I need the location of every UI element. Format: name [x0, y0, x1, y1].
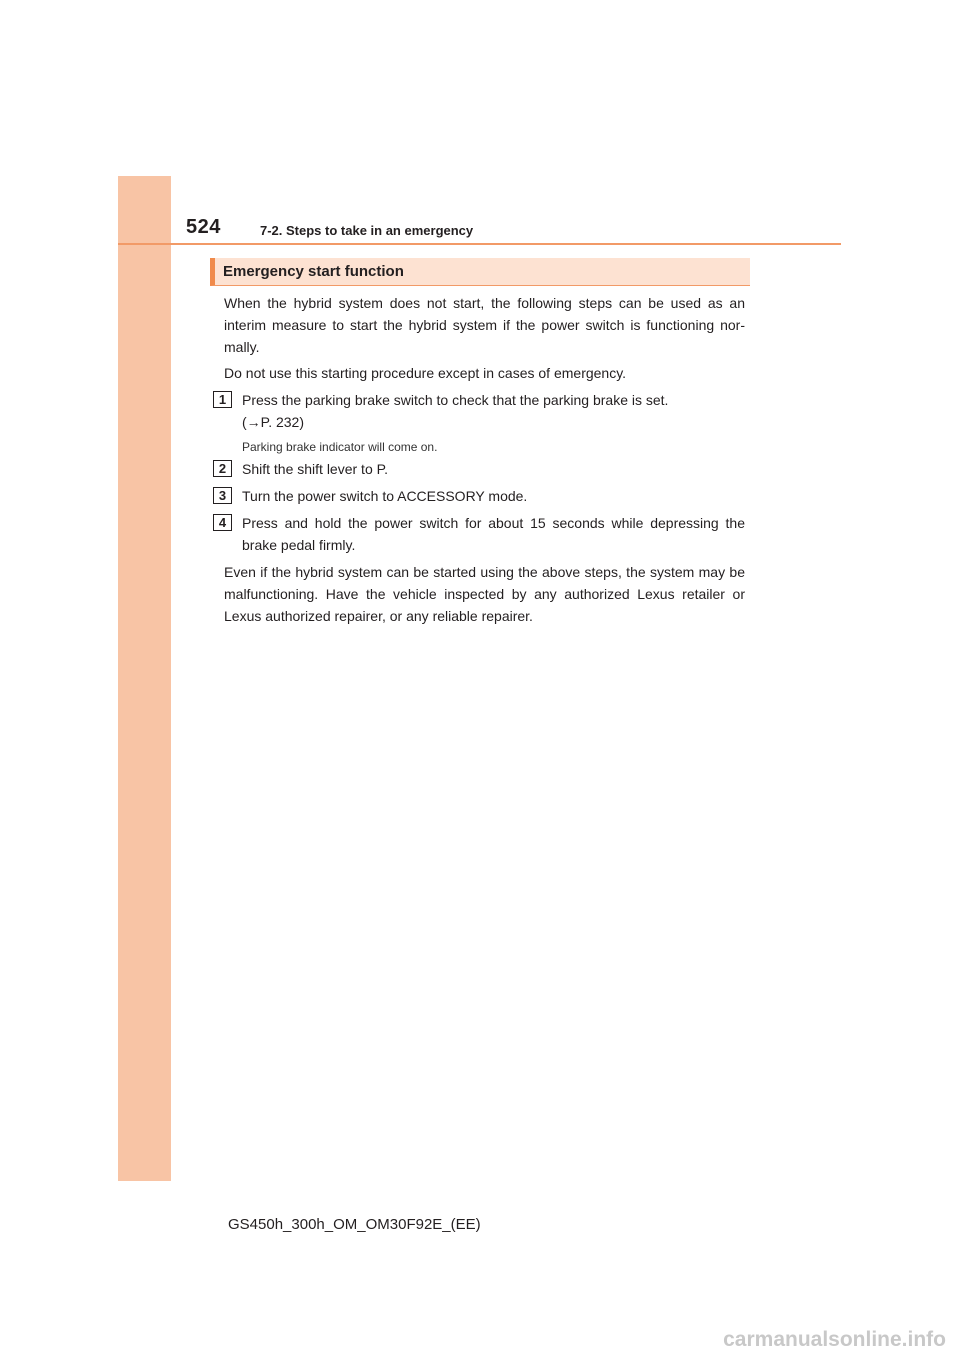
step-number-badge: 2 [213, 460, 232, 477]
warning-paragraph: Do not use this starting procedure except in cases of emergency. [224, 365, 627, 381]
chapter-sidebar [118, 176, 171, 1181]
document-code: GS450h_300h_OM_OM30F92E_(EE) [228, 1216, 481, 1233]
step-text: Press the parking brake switch to check that the parking brake is set. [242, 392, 669, 408]
step-text: Turn the power switch to ACCESSORY mode. [242, 488, 528, 504]
header-divider [118, 243, 841, 245]
step-number-badge: 1 [213, 391, 232, 408]
closing-paragraph: Even if the hybrid system can be started using the above steps, the system may be malfunctioning. Have the vehicle inspected by any authorized Lexus retailer or Lexus authorized repairer, or any reliable repairer. [224, 564, 745, 624]
step-number-badge: 3 [213, 487, 232, 504]
section-heading [210, 258, 750, 286]
step-note: Parking brake indicator will come on. [242, 440, 438, 454]
step-number-badge: 4 [213, 514, 232, 531]
watermark: carmanualsonline.info [723, 1328, 946, 1351]
page-number: 524 [186, 216, 221, 238]
step-text: Shift the shift lever to P. [242, 461, 389, 477]
step-text: Press and hold the power switch for about 15 seconds while depressing the brake pedal firmly. [242, 515, 745, 553]
intro-paragraph: When the hybrid system does not start, the following steps can be used as an interim measure to start the hybrid system if the power switch is functioning nor-mally. [224, 295, 745, 355]
section-title: 7-2. Steps to take in an emergency [260, 223, 474, 238]
section-heading-label: Emergency start function [223, 263, 404, 280]
page-reference: (→P. 232) [242, 414, 304, 430]
